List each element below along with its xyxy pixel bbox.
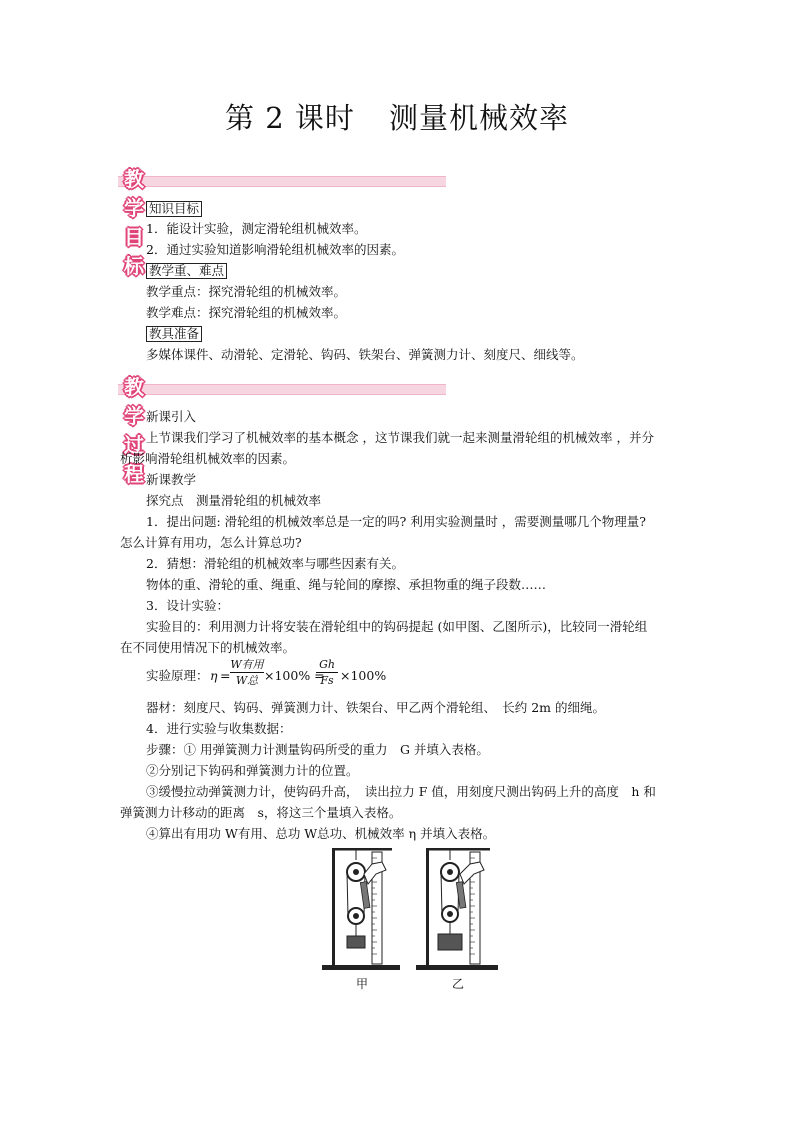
step-3-line-2: 弹簧测力计移动的距离 s，将这三个量填入表格。 xyxy=(120,805,402,820)
question-3: 3．设计实验： xyxy=(146,598,229,613)
step-3-line-1: ③缓慢拉动弹簧测力计，使钩码升高， 读出拉力 F 值，用刻度尺测出钩码上升的高度 h 和 xyxy=(146,784,656,799)
purpose-line-1: 实验目的：利用测力计将安装在滑轮组中的钩码提起 (如甲图、乙图所示)，比较同一滑轮组 xyxy=(146,619,648,634)
step-4: ④算出有用功 W有用、总功 W总功、机械效率 η 并填入表格。 xyxy=(146,826,496,841)
question-1-line-1: 1．提出问题: 滑轮组的机械效率总是一定的吗? 利用实验测量时 ，需要测量哪几个物理量? xyxy=(146,514,646,529)
focus-label: 教学重、难点 xyxy=(146,263,227,279)
section-header-label: 教学过程 xyxy=(124,375,146,486)
section-header-label: 教学目标 xyxy=(124,167,146,278)
goal-item-1: 1．能设计实验，测定滑轮组机械效率。 xyxy=(146,221,367,236)
explore-heading: 探究点 测量滑轮组的机械效率 xyxy=(146,493,322,508)
pulley-setup-left-figure xyxy=(320,844,402,972)
force-denominator: Fs xyxy=(320,674,334,687)
tools-text: 多媒体课件、动滑轮、定滑轮、钩码、铁架台、弹簧测力计、刻度尺、细线等。 xyxy=(146,347,584,362)
pulley-setup-right-figure xyxy=(414,844,500,972)
knowledge-goal-label: 知识目标 xyxy=(146,201,202,217)
lesson-number: 第 2 课时 xyxy=(225,101,355,135)
purpose-line-2: 在不同使用情况下的机械效率。 xyxy=(120,640,296,655)
step-1: 步骤：① 用弹簧测力计测量钩码所受的重力 G 并填入表格。 xyxy=(146,742,489,757)
figure-caption-left: 甲 xyxy=(356,977,369,991)
work-denominator: W总 xyxy=(235,674,259,687)
times-100-percent-b: ×100% xyxy=(340,668,387,683)
question-2-detail: 物体的重、滑轮的重、绳重、绳与轮间的摩擦、承担物重的绳子段数…… xyxy=(146,577,547,592)
principle-label: 实验原理： xyxy=(146,668,209,683)
step-2: ②分别记下钩码和弹簧测力计的位置。 xyxy=(146,763,359,778)
equals-sign: = xyxy=(220,668,231,683)
eta-symbol: η xyxy=(210,668,218,683)
difficulty-text: 教学难点：探究滑轮组的机械效率。 xyxy=(146,305,347,320)
force-numerator: Gh xyxy=(319,658,335,671)
intro-label: 新课引入 xyxy=(146,409,197,424)
force-fraction xyxy=(316,658,338,687)
question-4: 4．进行实验与收集数据： xyxy=(146,721,292,736)
goal-item-2: 2．通过实验知道影响滑轮组机械效率的因素。 xyxy=(146,242,404,257)
teach-label: 新课教学 xyxy=(146,472,197,487)
equipment-text: 器材：刻度尺、钩码、弹簧测力计、铁架台、甲乙两个滑轮组、 长约 2m 的细绳。 xyxy=(146,700,606,715)
fraction-bar xyxy=(316,672,338,673)
fraction-bar xyxy=(230,672,264,673)
page-title xyxy=(0,96,794,137)
section-header-bar xyxy=(118,384,446,395)
tools-label: 教具准备 xyxy=(146,326,202,342)
focus-text: 教学重点：探究滑轮组的机械效率。 xyxy=(146,284,347,299)
lesson-name: 测量机械效率 xyxy=(388,101,569,135)
section-header-bar xyxy=(118,176,446,187)
question-2: 2．猜想：滑轮组的机械效率与哪些因素有关。 xyxy=(146,556,404,571)
intro-text-line-2: 析影响滑轮组机械效率的因素。 xyxy=(120,451,296,466)
work-fraction xyxy=(230,658,264,687)
question-1-line-2: 怎么计算有用功，怎么计算总功? xyxy=(120,535,302,550)
work-numerator: W有用 xyxy=(230,658,264,671)
times-100-percent: ×100% = xyxy=(264,668,325,683)
figure-caption-right: 乙 xyxy=(452,977,465,991)
intro-text-line-1: 上节课我们学习了机械效率的基本概念 ，这节课我们就一起来测量滑轮组的机械效率 ，并分 xyxy=(146,430,654,445)
